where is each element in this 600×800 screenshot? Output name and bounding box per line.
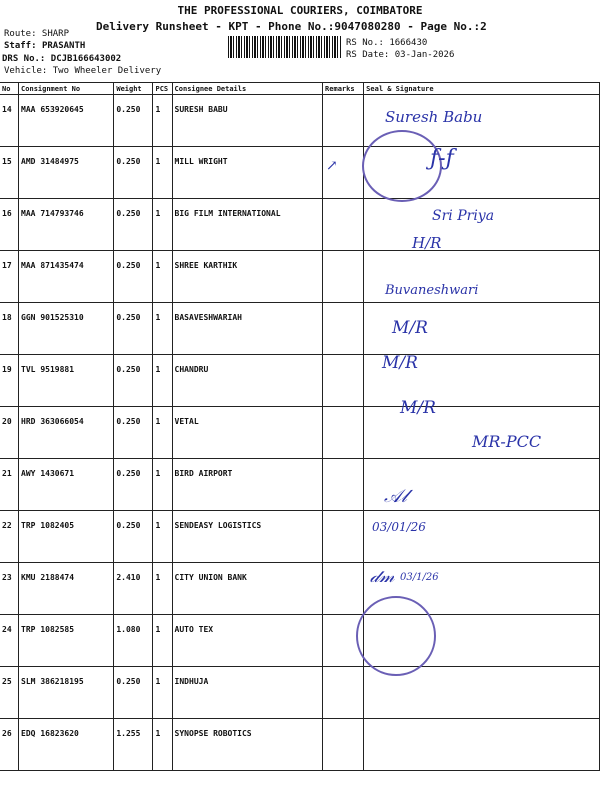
- table-row: [0, 95, 600, 147]
- consignment-number: EDQ 16823620: [19, 719, 114, 771]
- remarks-cell: [323, 459, 364, 511]
- table-row: [0, 563, 600, 615]
- weight: 2.410: [114, 563, 153, 615]
- remarks-cell: [323, 355, 364, 407]
- signature-scribble-3: 𝒹𝓂: [370, 566, 395, 587]
- table-row: [0, 511, 600, 563]
- row-number: 26: [0, 719, 19, 771]
- remarks-cell: [323, 95, 364, 147]
- row-number: 23: [0, 563, 19, 615]
- row-number: 15: [0, 147, 19, 199]
- consignment-number: AMD 31484975: [19, 147, 114, 199]
- seal-signature-cell: [364, 719, 600, 771]
- remarks-cell: [323, 563, 364, 615]
- table-row: [0, 199, 600, 251]
- drs: [2, 54, 121, 64]
- weight: 0.250: [114, 459, 153, 511]
- weight: 0.250: [114, 355, 153, 407]
- signature-sri-priya: Sri Priya: [432, 208, 495, 224]
- row-number: 22: [0, 511, 19, 563]
- table-row: [0, 719, 600, 771]
- consignment-number: GGN 901525310: [19, 303, 114, 355]
- col-consignment: Consignment No: [19, 83, 114, 95]
- consignment-number: MAA 653920645: [19, 95, 114, 147]
- pieces: 1: [153, 719, 172, 771]
- pieces: 1: [153, 147, 172, 199]
- pieces: 1: [153, 511, 172, 563]
- weight: 0.250: [114, 303, 153, 355]
- row-number: 14: [0, 95, 19, 147]
- row-number: 16: [0, 199, 19, 251]
- barcode: [228, 36, 342, 58]
- rs-date: RS Date: 03-Jan-2026: [346, 50, 455, 60]
- staff-label: Staff:: [4, 41, 37, 51]
- table-row: [0, 459, 600, 511]
- consignee-name: SURESH BABU: [172, 95, 323, 147]
- pieces: 1: [153, 95, 172, 147]
- weight: 0.250: [114, 251, 153, 303]
- weight: 0.250: [114, 667, 153, 719]
- remarks-cell: [323, 719, 364, 771]
- pieces: 1: [153, 615, 172, 667]
- seal-signature-cell: [364, 511, 600, 563]
- seal-signature-cell: [364, 199, 600, 251]
- consignment-number: KMU 2188474: [19, 563, 114, 615]
- weight: 0.250: [114, 199, 153, 251]
- signature-mr-pcc: MR-PCC: [472, 432, 542, 451]
- row-number: 24: [0, 615, 19, 667]
- consignee-name: CHANDRU: [172, 355, 323, 407]
- company-title: THE PROFESSIONAL COURIERS, COIMBATORE: [177, 4, 423, 17]
- consignee-name: MILL WRIGHT: [172, 147, 323, 199]
- consignee-name: INDHUJA: [172, 667, 323, 719]
- consignee-name: BIRD AIRPORT: [172, 459, 323, 511]
- col-remarks: Remarks: [323, 83, 364, 95]
- weight: 1.080: [114, 615, 153, 667]
- table-header-row: [0, 83, 600, 95]
- pieces: 1: [153, 251, 172, 303]
- weight: 0.250: [114, 95, 153, 147]
- remarks-cell: [323, 667, 364, 719]
- runsheet-table: [0, 82, 600, 771]
- drs-label: DRS No.:: [2, 54, 46, 64]
- remarks-cell: [323, 199, 364, 251]
- pieces: 1: [153, 199, 172, 251]
- remarks-arrow-mark: ↗: [326, 158, 338, 174]
- remarks-cell: [323, 251, 364, 303]
- staff: [4, 41, 85, 51]
- round-stamp-2: [356, 596, 436, 676]
- row-number: 19: [0, 355, 19, 407]
- table-row: [0, 667, 600, 719]
- col-consignee: Consignee Details: [172, 83, 323, 95]
- signature-date-2: 03/1/26: [400, 572, 439, 583]
- consignment-number: TRP 1082405: [19, 511, 114, 563]
- weight: 0.250: [114, 407, 153, 459]
- table-row: [0, 355, 600, 407]
- consignment-number: TRP 1082585: [19, 615, 114, 667]
- table-row: [0, 251, 600, 303]
- runsheet-subtitle: Delivery Runsheet - KPT - Phone No.:9047080280 - Page No.:2: [96, 20, 487, 33]
- pieces: 1: [153, 303, 172, 355]
- signature-date-1: 03/01/26: [372, 520, 426, 534]
- consignee-name: CITY UNION BANK: [172, 563, 323, 615]
- pieces: 1: [153, 407, 172, 459]
- consignment-number: HRD 363066054: [19, 407, 114, 459]
- consignee-name: BASAVESHWARIAH: [172, 303, 323, 355]
- consignment-number: MAA 871435474: [19, 251, 114, 303]
- col-seal-signature: Seal & Signature: [364, 83, 600, 95]
- pieces: 1: [153, 563, 172, 615]
- consignment-number: TVL 9519881: [19, 355, 114, 407]
- weight: 1.255: [114, 719, 153, 771]
- consignment-number: AWY 1430671: [19, 459, 114, 511]
- consignee-name: SYNOPSE ROBOTICS: [172, 719, 323, 771]
- signature-mr-3: M/R: [400, 398, 436, 418]
- weight: 0.250: [114, 147, 153, 199]
- consignee-name: VETAL: [172, 407, 323, 459]
- route: Route: SHARP: [4, 29, 70, 39]
- consignment-number: SLM 386218195: [19, 667, 114, 719]
- staff-value: PRASANTH: [41, 41, 86, 51]
- signature-mr-1: M/R: [392, 318, 428, 338]
- col-pcs: PCS: [153, 83, 172, 95]
- remarks-cell: [323, 303, 364, 355]
- consignee-name: BIG FILM INTERNATIONAL: [172, 199, 323, 251]
- signature-scribble-1: ƒ-ƒ: [430, 146, 454, 171]
- remarks-cell: [323, 511, 364, 563]
- table-row: [0, 615, 600, 667]
- col-weight: Weight: [114, 83, 153, 95]
- consignee-name: SHREE KARTHIK: [172, 251, 323, 303]
- row-number: 21: [0, 459, 19, 511]
- weight: 0.250: [114, 511, 153, 563]
- row-number: 25: [0, 667, 19, 719]
- consignee-name: AUTO TEX: [172, 615, 323, 667]
- drs-value: DCJB166643002: [50, 54, 122, 64]
- signature-buvaneshwari: Buvaneshwari: [385, 283, 479, 298]
- vehicle: Vehicle: Two Wheeler Delivery: [4, 66, 162, 76]
- rs-no: RS No.: 1666430: [346, 38, 428, 48]
- col-no: No: [0, 83, 19, 95]
- signature-hr: H/R: [412, 234, 442, 252]
- remarks-cell: [323, 407, 364, 459]
- signature-suresh: Suresh Babu: [385, 108, 483, 126]
- row-number: 17: [0, 251, 19, 303]
- pieces: 1: [153, 459, 172, 511]
- signature-mr-2: M/R: [382, 353, 418, 373]
- consignment-number: MAA 714793746: [19, 199, 114, 251]
- pieces: 1: [153, 667, 172, 719]
- row-number: 18: [0, 303, 19, 355]
- signature-scribble-2: 𝒜𝓁: [384, 486, 408, 507]
- consignee-name: SENDEASY LOGISTICS: [172, 511, 323, 563]
- table-row: [0, 147, 600, 199]
- pieces: 1: [153, 355, 172, 407]
- row-number: 20: [0, 407, 19, 459]
- table-row: [0, 303, 600, 355]
